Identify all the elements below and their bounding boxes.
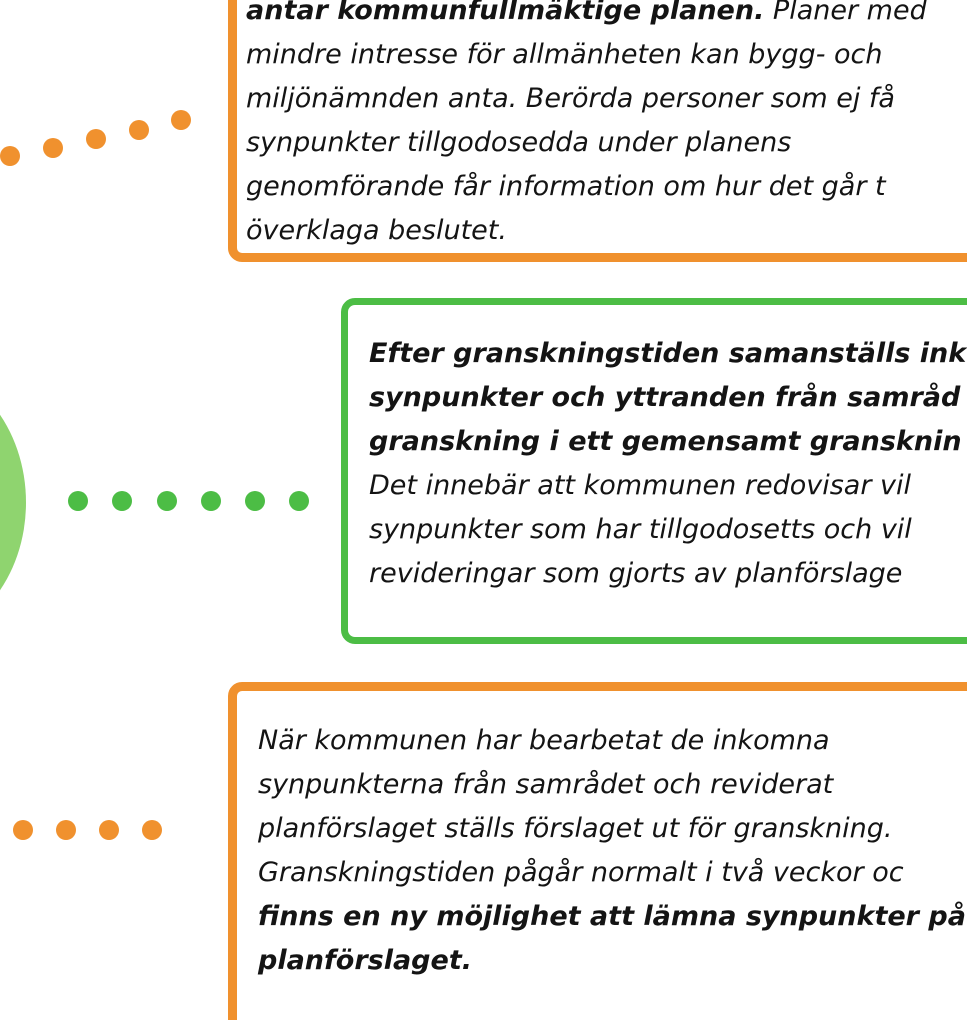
step-box-review	[228, 682, 967, 1020]
connector-dot	[86, 129, 106, 149]
text-line: synpunkter och yttranden från samråd	[369, 382, 961, 413]
text-normal: överklaga beslutet.	[246, 215, 507, 246]
connector-dot	[129, 120, 149, 140]
text-line: Efter granskningstiden samanställs ink	[369, 338, 967, 369]
connector-dot	[56, 820, 76, 840]
text-normal: miljönämnden anta. Berörda personer som ej få	[246, 83, 895, 114]
connector-dot	[68, 491, 88, 511]
text-line: När kommunen har bearbetat de inkomna	[258, 725, 830, 756]
step-box-review-compilation	[341, 298, 967, 644]
step-box-adoption-text	[246, 0, 927, 253]
text-line	[246, 165, 927, 209]
connector-dot	[13, 820, 33, 840]
connector-dot	[171, 110, 191, 130]
text-line: finns en ny möjlighet att lämna synpunkter på	[258, 901, 966, 932]
text-line: planförslaget ställs förslaget ut för granskning.	[258, 813, 893, 844]
step-box-adoption	[228, 0, 967, 262]
connector-dot	[157, 491, 177, 511]
text-line	[246, 33, 927, 77]
green-step-circle	[0, 365, 26, 640]
text-line: synpunkter som har tillgodosetts och vil	[369, 514, 912, 545]
text-normal: genomförande får information om hur det går t	[246, 171, 886, 202]
text-line: Det innebär att kommunen redovisar vil	[369, 470, 911, 501]
text-line	[246, 209, 927, 253]
connector-dot	[245, 491, 265, 511]
text-bold: antar kommunfullmäktige planen.	[246, 0, 765, 26]
text-line	[246, 121, 927, 165]
connector-dot	[201, 491, 221, 511]
text-normal: mindre intresse för allmänheten kan bygg- och	[246, 39, 883, 70]
connector-dot	[99, 820, 119, 840]
connector-dot	[43, 138, 63, 158]
text-line: revideringar som gjorts av planförslage	[369, 558, 903, 589]
text-line: synpunkterna från samrådet och reviderat	[258, 769, 834, 800]
text-line: granskning i ett gemensamt gransknin	[369, 426, 962, 457]
text-line: planförslaget.	[258, 945, 472, 976]
connector-dot	[142, 820, 162, 840]
connector-dot	[0, 146, 20, 166]
step-box-review-text	[258, 719, 966, 983]
connector-dot	[112, 491, 132, 511]
connector-dot	[289, 491, 309, 511]
step-box-review-compilation-text	[369, 332, 966, 596]
text-line	[246, 77, 927, 121]
text-normal: synpunkter tillgodosedda under planens	[246, 127, 792, 158]
text-line	[246, 0, 927, 33]
text-line: Granskningstiden pågår normalt i två veckor oc	[258, 857, 904, 888]
text-normal: Planer med	[764, 0, 927, 26]
orange-step-circle-top	[0, 0, 20, 150]
